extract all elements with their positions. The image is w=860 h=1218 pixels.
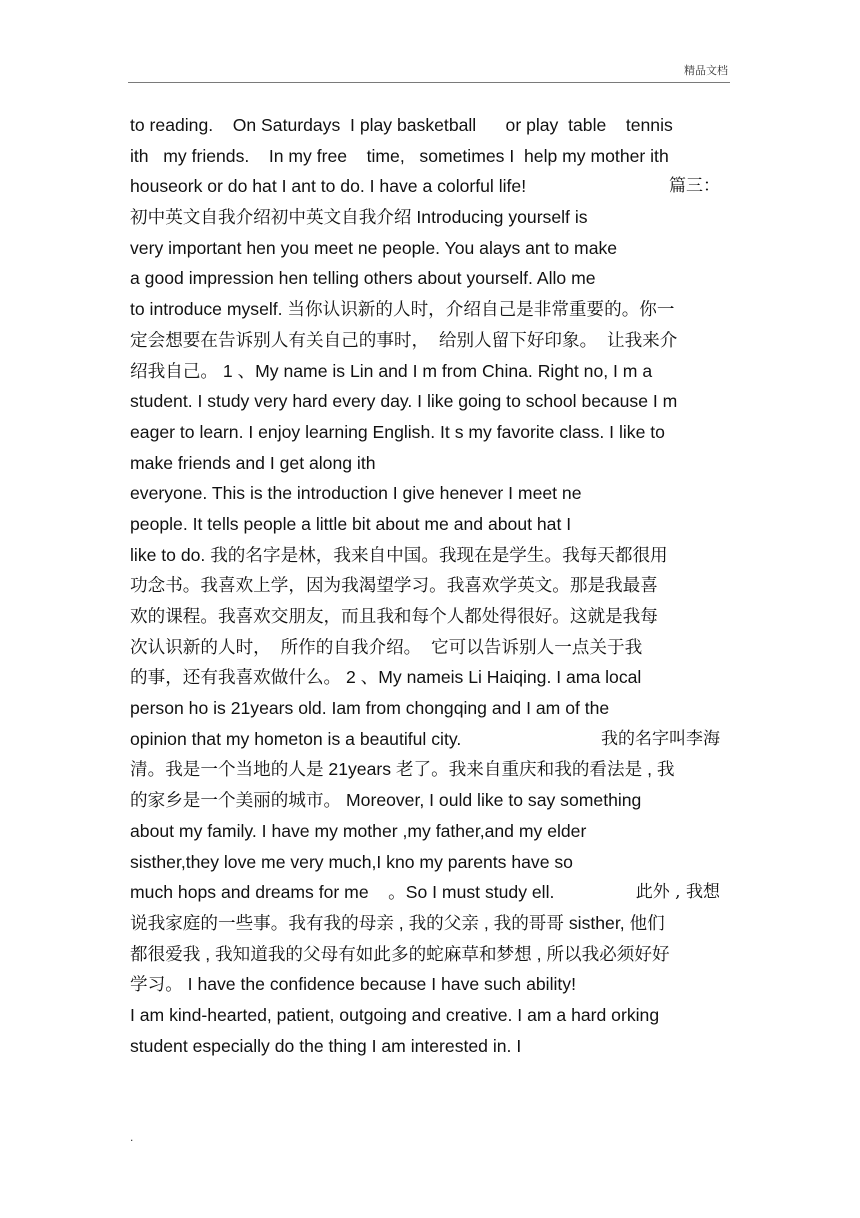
- text-line-23: 的家乡是一个美丽的城市。 Moreover, I ould like to say something: [130, 790, 642, 811]
- header-divider: [128, 82, 730, 83]
- text-line-10: student. I study very hard every day. I like going to school because I m: [130, 391, 678, 412]
- text-line-6: a good impression hen telling others about yourself. Allo me: [130, 268, 596, 289]
- text-line-27: 说我家庭的一些事。我有我的母亲 , 我的父亲 , 我的哥哥 sisther, 他们: [130, 912, 665, 933]
- text-line-7: to introduce myself. 当你认识新的人时，介绍自己是非常重要的。你一: [130, 299, 675, 320]
- text-line-26: [130, 877, 720, 908]
- text-line-14: people. It tells people a little bit about me and about hat I: [130, 513, 572, 534]
- text-line-30: I am kind-hearted, patient, outgoing and creative. I am a hard orking: [130, 1004, 660, 1025]
- text-line-18: 次认识新的人时， 所作的自我介绍。 它可以告诉别人一点关于我: [130, 636, 643, 657]
- right-note-line-21: 我的名字叫李海: [601, 728, 720, 749]
- text-line-16: 功念书。我喜欢上学，因为我渴望学习。我喜欢学英文。那是我最喜: [130, 575, 658, 596]
- footer-mark: .: [130, 1130, 134, 1144]
- text-line-2: ith my friends. In my free time, sometimes I help my mother ith: [130, 145, 669, 166]
- text-line-11: eager to learn. I enjoy learning English. It s my favorite class. I like to: [130, 421, 665, 442]
- text-line-21-main: opinion that my hometon is a beautiful city.: [130, 728, 462, 749]
- text-line-12: make friends and I get along ith: [130, 452, 376, 473]
- right-note-line-3: 篇三：: [669, 176, 720, 197]
- text-line-19: 的事，还有我喜欢做什么。 2 、My nameis Li Haiqing. I ama local: [130, 667, 642, 688]
- text-line-31: student especially do the thing I am interested in. I: [130, 1035, 522, 1056]
- text-line-20: person ho is 21years old. Iam from chongqing and I am of the: [130, 698, 610, 719]
- right-note-line-26: 此外 , 我想: [635, 882, 720, 903]
- text-line-22: 清。我是一个当地的人是 21years 老了。我来自重庆和我的看法是 , 我: [130, 759, 675, 780]
- text-line-3: [130, 171, 720, 202]
- text-line-21: [130, 724, 720, 755]
- text-line-5: very important hen you meet ne people. You alays ant to make: [130, 237, 618, 258]
- text-line-24: about my family. I have my mother ,my father,and my elder: [130, 820, 587, 841]
- text-line-17: 欢的课程。我喜欢交朋友，而且我和每个人都处得很好。这就是我每: [130, 606, 658, 626]
- text-line-8: 定会想要在告诉别人有关自己的事时， 给别人留下好印象。 让我来介: [130, 329, 678, 350]
- text-line-15: like to do. 我的名字是林，我来自中国。我现在是学生。我每天都很用: [130, 544, 668, 565]
- text-line-28: 都很爱我 , 我知道我的父母有如此多的蛇麻草和梦想 , 所以我必须好好: [130, 943, 670, 964]
- text-line-4: 初中英文自我介绍初中英文自我介绍 Introducing yourself is: [130, 207, 588, 228]
- text-line-25: sisther,they love me very much,I kno my parents have so: [130, 851, 573, 872]
- text-line-3-main: houseork or do hat I ant to do. I have a colorful life!: [130, 176, 527, 197]
- text-line-26-main: much hops and dreams for me 。So I must study ell.: [130, 882, 555, 903]
- text-line-9: 绍我自己。 1 、My name is Lin and I m from China. Right no, I m a: [130, 360, 653, 381]
- text-line-13: everyone. This is the introduction I give henever I meet ne: [130, 483, 582, 504]
- body-text: [130, 110, 720, 1061]
- header-label: 精品文档: [684, 64, 728, 77]
- text-line-29: 学习。 I have the confidence because I have such ability!: [130, 974, 576, 995]
- text-line-1: to reading. On Saturdays I play basketball or play table tennis: [130, 115, 673, 135]
